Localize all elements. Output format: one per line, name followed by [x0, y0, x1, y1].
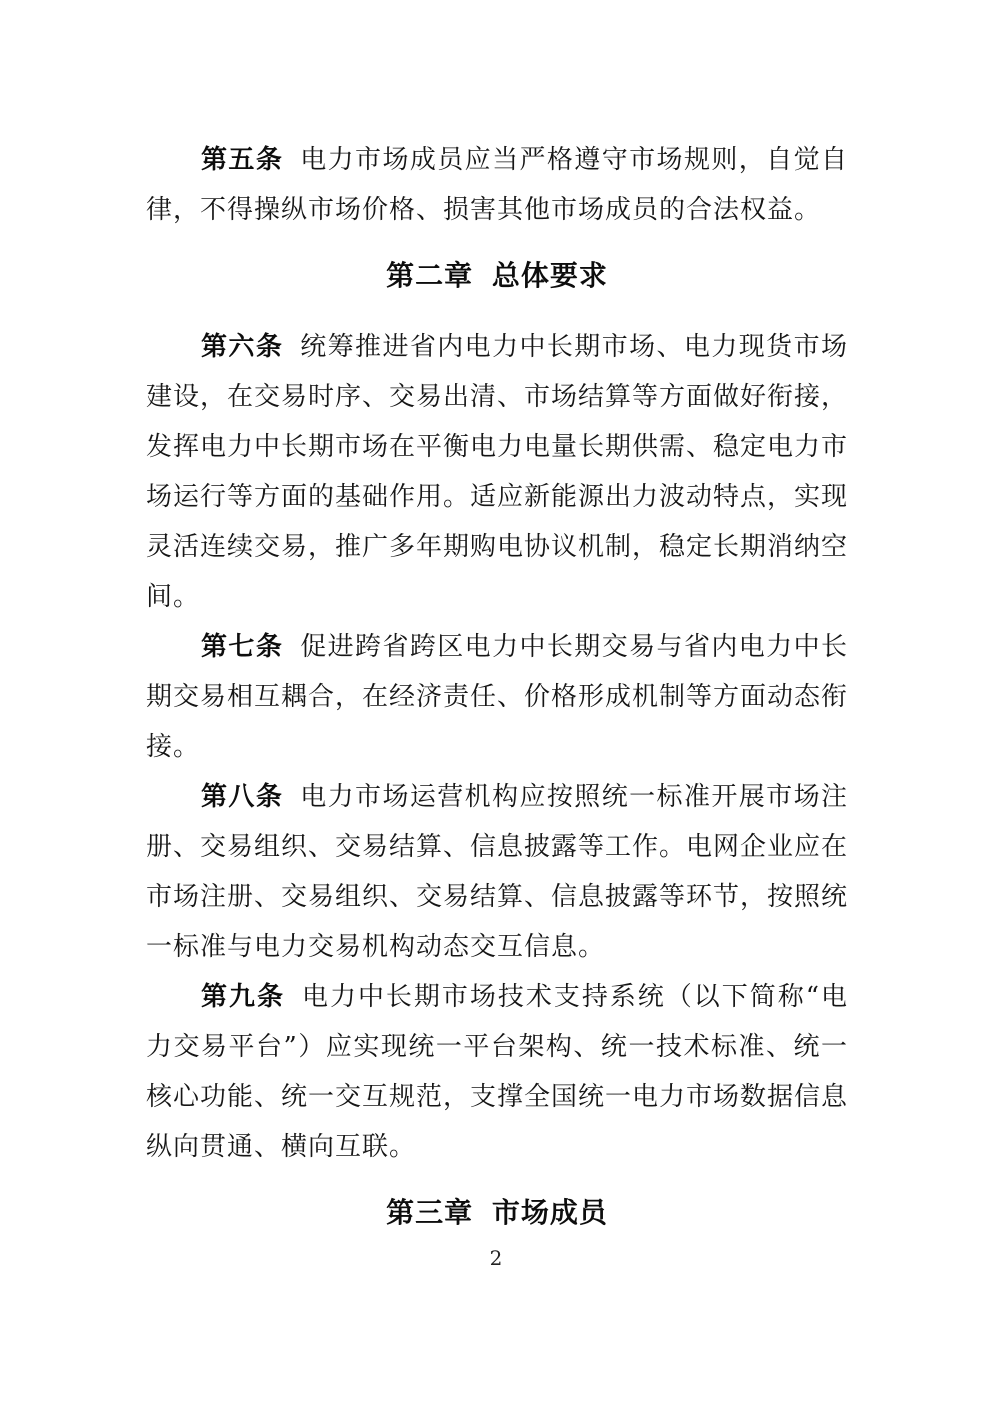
article-6-text-line-3: 发挥电力中长期市场在平衡电力电量长期供需、稳定电力市 — [146, 432, 848, 462]
article-7-text-line-2: 期交易相互耦合，在经济责任、价格形成机制等方面动态衔 — [146, 682, 848, 712]
article-9-text-line-2: 力交易平台”）应实现统一平台架构、统一技术标准、统一 — [146, 1032, 848, 1062]
document-text-line — [146, 772, 848, 822]
article-6-text-line-1: 统筹推进省内电力中长期市场、电力现货市场 — [300, 332, 848, 362]
page-number: 2 — [489, 1246, 503, 1270]
article-5-text-line-2: 律，不得操纵市场价格、损害其他市场成员的合法权益。 — [146, 195, 822, 225]
article-6-paragraph — [146, 322, 848, 622]
document-text-line — [146, 622, 848, 672]
article-9-paragraph — [146, 972, 848, 1172]
article-9-text-line-3: 核心功能、统一交互规范，支撑全国统一电力市场数据信息 — [146, 1082, 848, 1112]
article-9-text-line-1: 电力中长期市场技术支持系统（以下简称“电 — [301, 982, 848, 1012]
chapter-3-heading: 第三章 市场成员 — [386, 1196, 608, 1229]
article-9-number: 第九条 — [201, 982, 285, 1012]
article-9-text-line-4: 纵向贯通、横向互联。 — [146, 1132, 417, 1162]
article-7-text-line-1: 促进跨省跨区电力中长期交易与省内电力中长 — [300, 632, 848, 662]
document-text-line — [146, 972, 848, 1022]
article-5-number: 第五条 — [201, 145, 284, 175]
article-7-text-line-3: 接。 — [146, 732, 201, 762]
article-6-text-line-6: 间。 — [146, 582, 201, 612]
article-7-number: 第七条 — [201, 632, 284, 662]
article-6-number: 第六条 — [201, 332, 284, 362]
article-6-text-line-4: 场运行等方面的基础作用。适应新能源出力波动特点，实现 — [146, 482, 848, 512]
article-8-paragraph — [146, 772, 848, 972]
article-8-text-line-3: 市场注册、交易组织、交易结算、信息披露等环节，按照统 — [146, 882, 848, 912]
article-8-text-line-2: 册、交易组织、交易结算、信息披露等工作。电网企业应在 — [146, 832, 848, 862]
article-7-paragraph — [146, 622, 848, 772]
article-8-text-line-1: 电力市场运营机构应按照统一标准开展市场注 — [300, 782, 848, 812]
article-5-text-line-1: 电力市场成员应当严格遵守市场规则，自觉自 — [300, 145, 848, 175]
document-content — [146, 135, 848, 1259]
article-8-text-line-4: 一标准与电力交易机构动态交互信息。 — [146, 932, 606, 962]
article-6-text-line-5: 灵活连续交易，推广多年期购电协议机制，稳定长期消纳空 — [146, 532, 848, 562]
article-5-paragraph — [146, 135, 848, 235]
page-footer — [0, 1245, 992, 1271]
article-6-text-line-2: 建设，在交易时序、交易出清、市场结算等方面做好衔接， — [146, 382, 848, 412]
chapter-2-heading: 第二章 总体要求 — [386, 259, 608, 292]
document-text-line — [146, 135, 848, 185]
document-text-line — [146, 322, 848, 372]
article-8-number: 第八条 — [201, 782, 284, 812]
